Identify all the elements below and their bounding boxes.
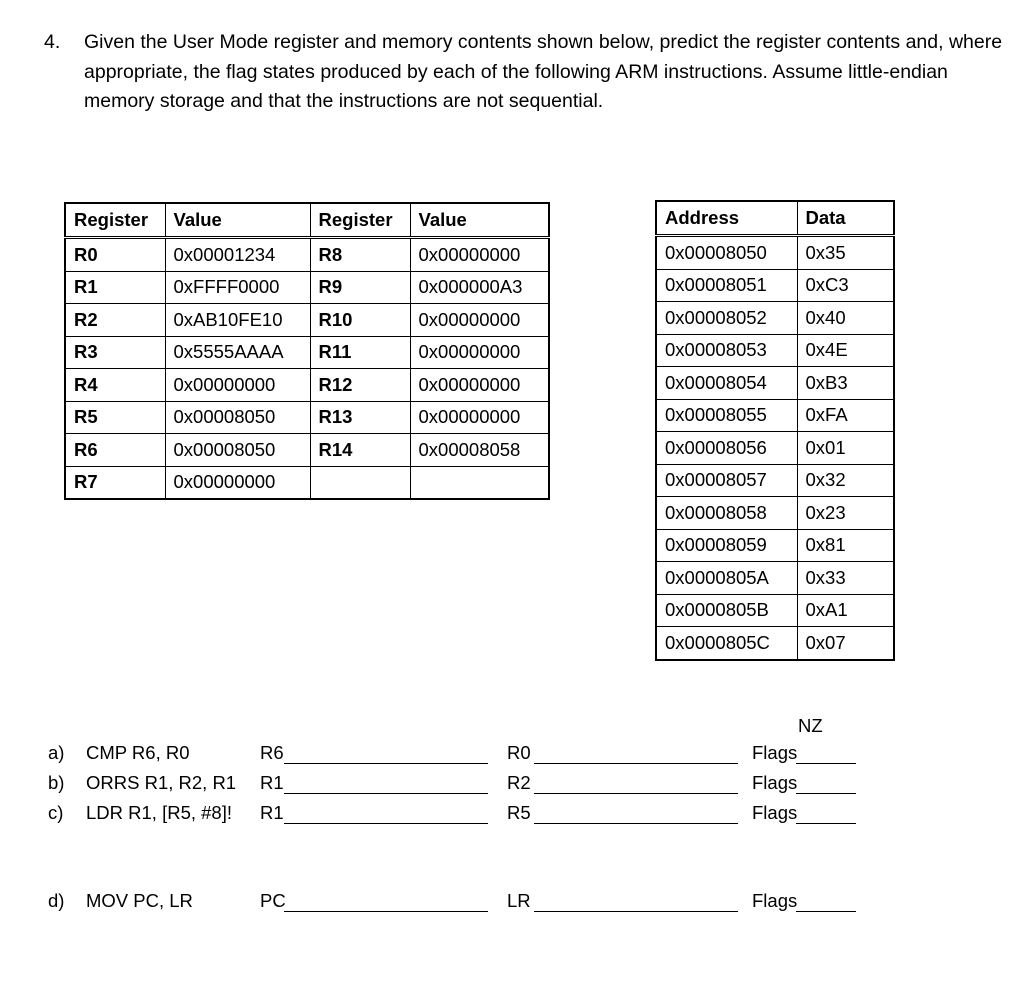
- register-value-cell: 0x000000A3: [410, 271, 549, 304]
- memory-data-cell: 0xFA: [797, 399, 894, 432]
- memory-address-cell: 0x00008055: [656, 399, 797, 432]
- memory-row: [656, 627, 894, 660]
- instruction-label: a): [48, 742, 65, 763]
- answer-field-label: R6: [260, 742, 284, 763]
- flags-answer-blank[interactable]: [796, 823, 856, 824]
- answer-field-label: R5: [507, 802, 531, 823]
- memory-address-cell: 0x00008056: [656, 432, 797, 465]
- answer-field-label: PC: [260, 890, 286, 911]
- memory-data-cell: 0x07: [797, 627, 894, 660]
- memory-address-cell: 0x0000805A: [656, 562, 797, 595]
- register-name-cell: R9: [310, 271, 410, 304]
- register-value-cell: 0x00000000: [410, 401, 549, 434]
- register-header-cell: Register: [310, 203, 410, 238]
- memory-data-cell: 0x01: [797, 432, 894, 465]
- register-row: [65, 434, 549, 467]
- register-name-cell: R0: [65, 238, 165, 272]
- answer-field-label: R1: [260, 802, 284, 823]
- register-name-cell: R12: [310, 369, 410, 402]
- register-name-cell: R1: [65, 271, 165, 304]
- register-name-cell: R6: [65, 434, 165, 467]
- memory-row: [656, 497, 894, 530]
- register-name-cell: R8: [310, 238, 410, 272]
- memory-data-cell: 0xB3: [797, 367, 894, 400]
- register-name-cell: R4: [65, 369, 165, 402]
- register-value-cell: 0xFFFF0000: [165, 271, 310, 304]
- memory-header-cell: Address: [656, 201, 797, 236]
- instruction-label: c): [48, 802, 64, 823]
- register-header-cell: Value: [165, 203, 310, 238]
- memory-address-cell: 0x00008051: [656, 269, 797, 302]
- register-value-cell: 0x00000000: [410, 336, 549, 369]
- memory-address-cell: 0x00008058: [656, 497, 797, 530]
- register-row: [65, 466, 549, 499]
- register-table-header: [65, 203, 549, 238]
- question-number: 4.: [44, 31, 61, 53]
- memory-address-cell: 0x00008059: [656, 529, 797, 562]
- flags-answer-blank[interactable]: [796, 911, 856, 912]
- instruction-code: LDR R1, [R5, #8]!: [86, 802, 233, 823]
- memory-address-cell: 0x00008057: [656, 464, 797, 497]
- answer-field-label: R2: [507, 772, 531, 793]
- register-name-cell: R3: [65, 336, 165, 369]
- memory-address-cell: 0x00008052: [656, 302, 797, 335]
- register-row: [65, 238, 549, 272]
- register-value-cell: 0xAB10FE10: [165, 304, 310, 337]
- answer-blank[interactable]: [534, 823, 738, 824]
- memory-row: [656, 529, 894, 562]
- answer-blank[interactable]: [284, 763, 488, 764]
- memory-row: [656, 594, 894, 627]
- memory-row: [656, 334, 894, 367]
- register-value-cell: 0x00008050: [165, 401, 310, 434]
- answer-field-label: LR: [507, 890, 531, 911]
- flags-answer-blank[interactable]: [796, 763, 856, 764]
- memory-table: [655, 200, 895, 661]
- register-name-cell: R13: [310, 401, 410, 434]
- register-name-cell: R10: [310, 304, 410, 337]
- register-name-cell: R14: [310, 434, 410, 467]
- memory-header-cell: Data: [797, 201, 894, 236]
- register-value-cell: 0x00000000: [410, 238, 549, 272]
- flags-label: Flags: [752, 802, 798, 823]
- register-value-cell: 0x00000000: [165, 369, 310, 402]
- memory-table-header: [656, 201, 894, 236]
- memory-row: [656, 367, 894, 400]
- nz-flags-label: NZ: [798, 715, 823, 736]
- register-value-cell: 0x00008058: [410, 434, 549, 467]
- register-value-cell: [410, 466, 549, 499]
- register-name-cell: [310, 466, 410, 499]
- answer-blank[interactable]: [284, 911, 488, 912]
- register-value-cell: 0x00001234: [165, 238, 310, 272]
- register-header-cell: Value: [410, 203, 549, 238]
- memory-address-cell: 0x00008053: [656, 334, 797, 367]
- register-row: [65, 271, 549, 304]
- question-text: Given the User Mode register and memory contents shown below, predict the register contents and, where appropriate, the flag states produced by each of the following ARM instructions. Assume little-endian memory storage and that the instructions are not sequential.: [84, 31, 1003, 112]
- register-name-cell: R2: [65, 304, 165, 337]
- register-value-cell: 0x00000000: [410, 369, 549, 402]
- flags-label: Flags: [752, 742, 798, 763]
- memory-data-cell: 0xA1: [797, 594, 894, 627]
- instruction-label: b): [48, 772, 65, 793]
- memory-data-cell: 0x4E: [797, 334, 894, 367]
- answer-blank[interactable]: [534, 911, 738, 912]
- memory-data-cell: 0xC3: [797, 269, 894, 302]
- flags-answer-blank[interactable]: [796, 793, 856, 794]
- answer-field-label: R1: [260, 772, 284, 793]
- register-value-cell: 0x00000000: [410, 304, 549, 337]
- answer-blank[interactable]: [284, 793, 488, 794]
- flags-label: Flags: [752, 772, 798, 793]
- memory-data-cell: 0x32: [797, 464, 894, 497]
- answer-field-label: R0: [507, 742, 531, 763]
- memory-row: [656, 562, 894, 595]
- memory-row: [656, 399, 894, 432]
- instruction-code: ORRS R1, R2, R1: [86, 772, 237, 793]
- instruction-code: MOV PC, LR: [86, 890, 193, 911]
- register-row: [65, 304, 549, 337]
- memory-data-cell: 0x23: [797, 497, 894, 530]
- memory-data-cell: 0x35: [797, 236, 894, 270]
- instruction-code: CMP R6, R0: [86, 742, 190, 763]
- memory-row: [656, 269, 894, 302]
- register-value-cell: 0x00000000: [165, 466, 310, 499]
- register-row: [65, 369, 549, 402]
- memory-data-cell: 0x40: [797, 302, 894, 335]
- memory-row: [656, 236, 894, 270]
- memory-row: [656, 302, 894, 335]
- memory-address-cell: 0x0000805C: [656, 627, 797, 660]
- answer-blank[interactable]: [284, 823, 488, 824]
- instruction-label: d): [48, 890, 65, 911]
- answer-blank[interactable]: [534, 763, 738, 764]
- register-header-cell: Register: [65, 203, 165, 238]
- answer-blank[interactable]: [534, 793, 738, 794]
- register-value-cell: 0x5555AAAA: [165, 336, 310, 369]
- register-name-cell: R5: [65, 401, 165, 434]
- memory-row: [656, 464, 894, 497]
- memory-data-cell: 0x33: [797, 562, 894, 595]
- register-name-cell: R7: [65, 466, 165, 499]
- flags-label: Flags: [752, 890, 798, 911]
- register-table: [64, 202, 550, 500]
- memory-row: [656, 432, 894, 465]
- memory-address-cell: 0x00008054: [656, 367, 797, 400]
- register-row: [65, 401, 549, 434]
- register-name-cell: R11: [310, 336, 410, 369]
- register-value-cell: 0x00008050: [165, 434, 310, 467]
- register-row: [65, 336, 549, 369]
- memory-address-cell: 0x0000805B: [656, 594, 797, 627]
- memory-address-cell: 0x00008050: [656, 236, 797, 270]
- memory-data-cell: 0x81: [797, 529, 894, 562]
